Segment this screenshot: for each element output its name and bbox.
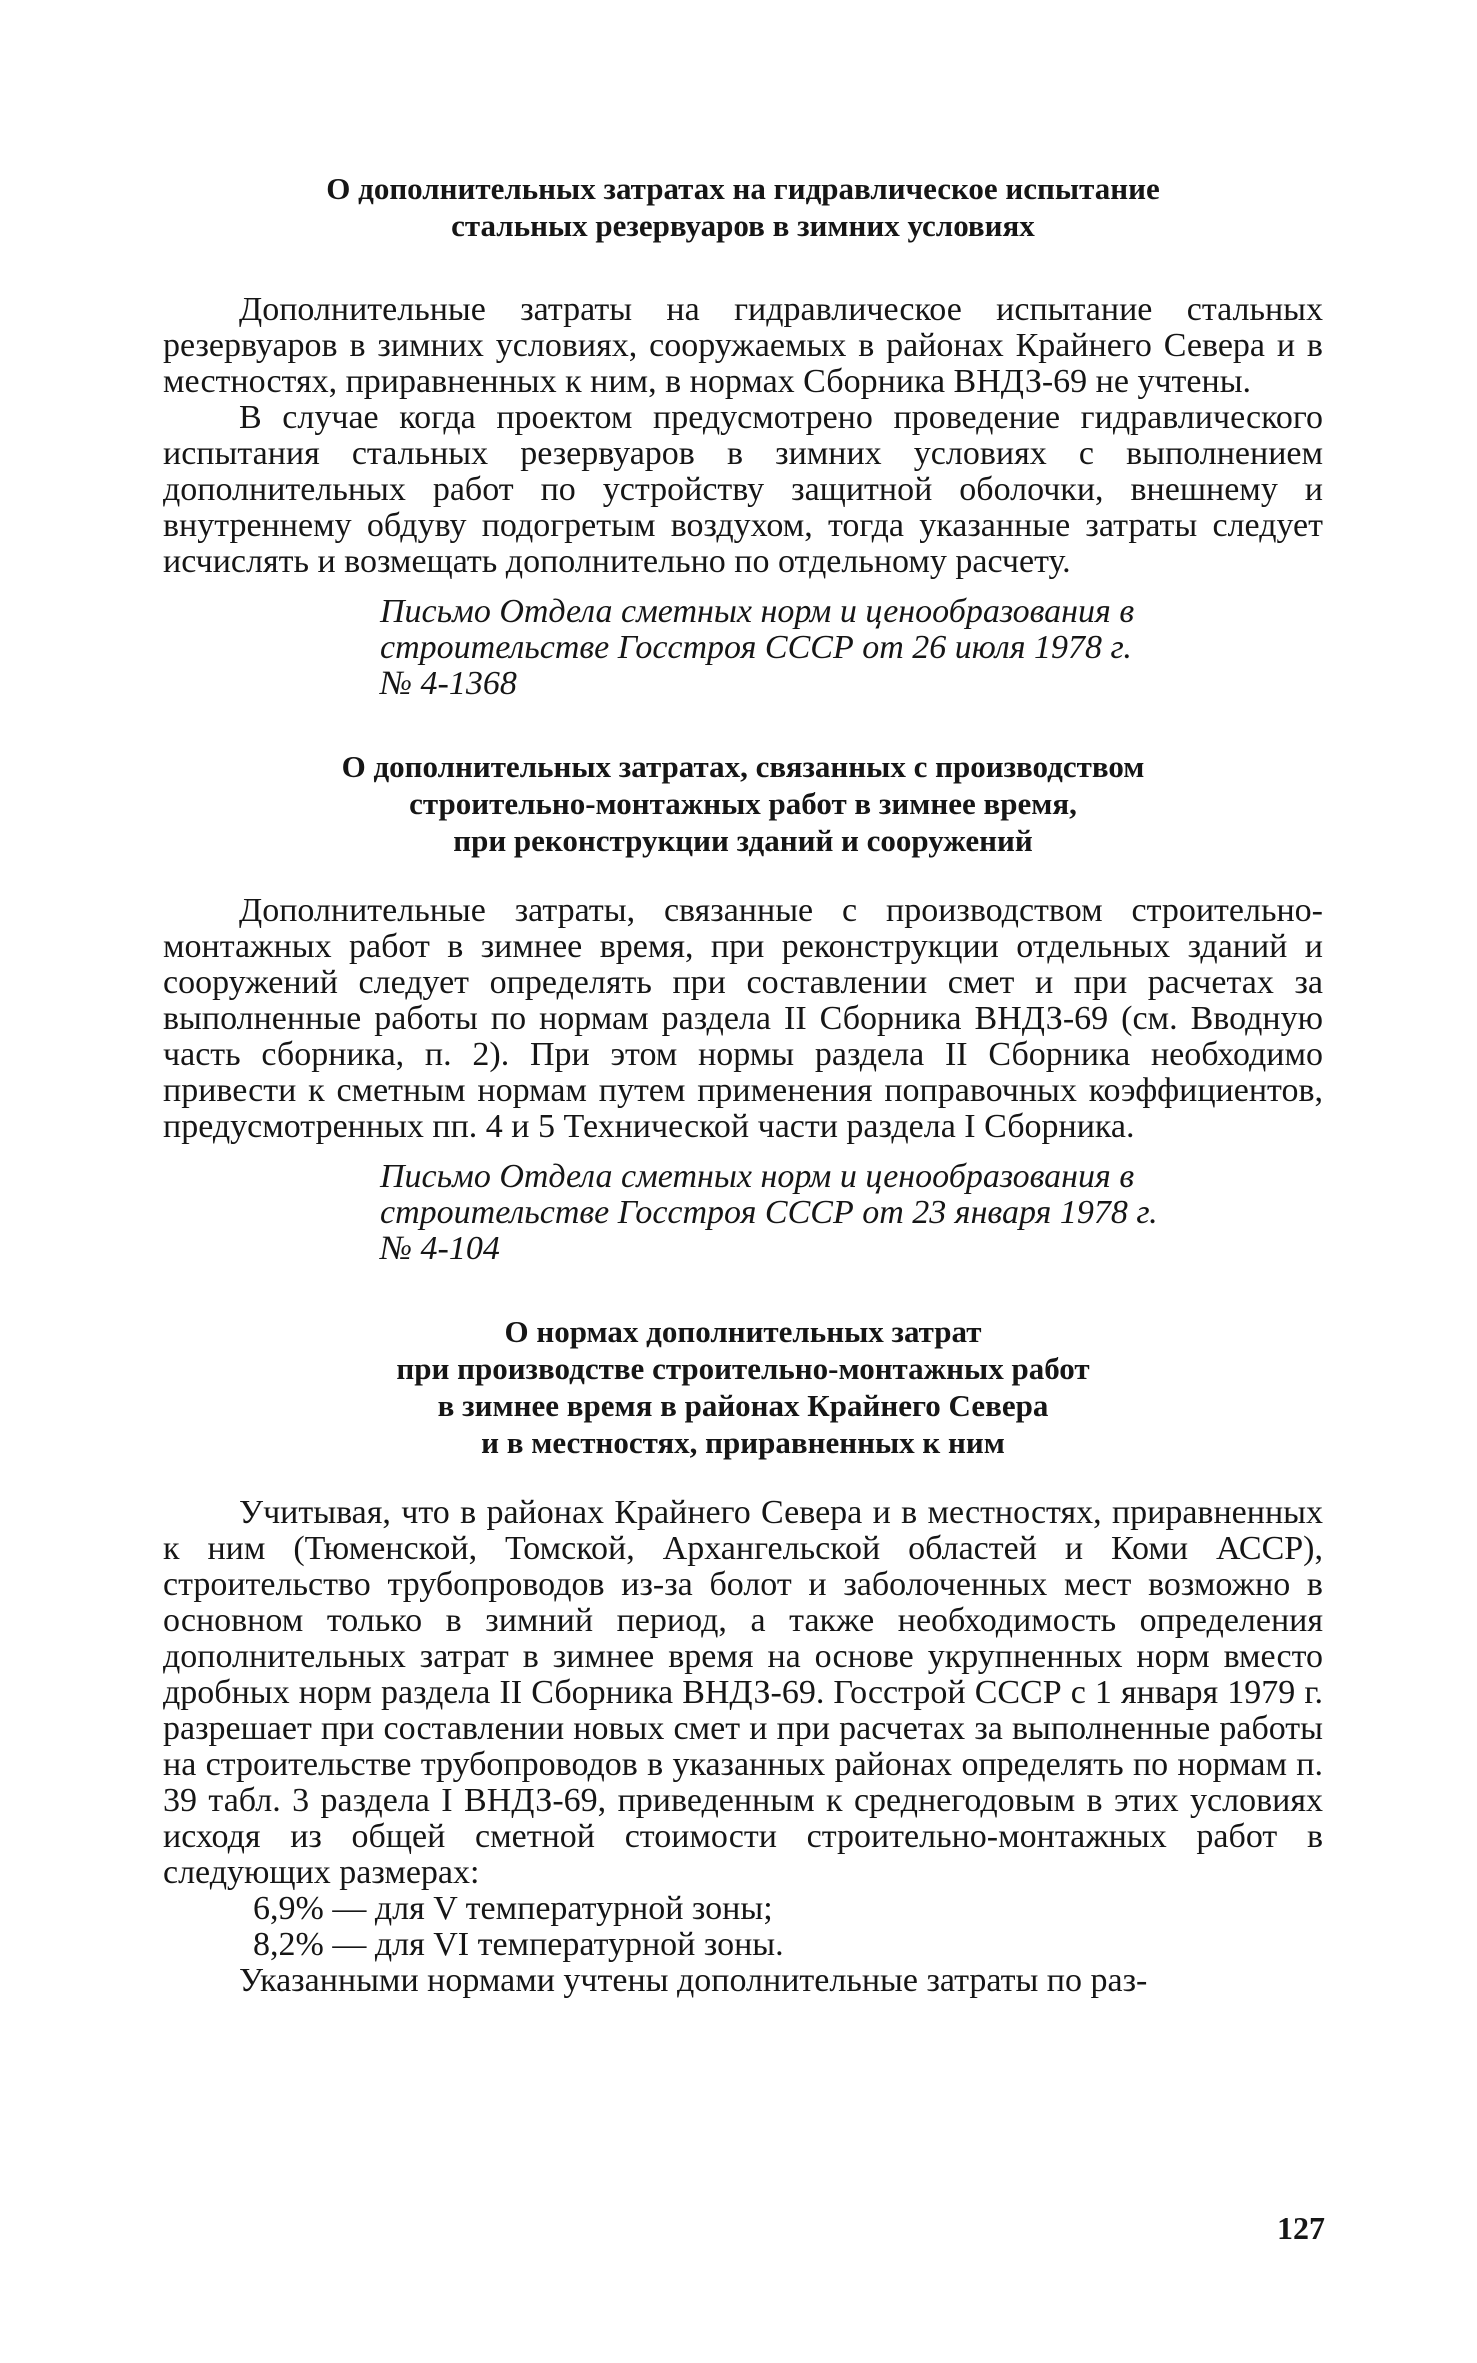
reference-line: № 4-104 xyxy=(380,1230,500,1267)
heading-line: О нормах дополнительных затрат xyxy=(504,1314,982,1349)
reference-line: Письмо Отдела сметных норм и ценообразования в xyxy=(380,1158,1135,1195)
page-number: 127 xyxy=(1277,2210,1325,2246)
section-2-heading xyxy=(163,748,1323,859)
heading-line: и в местностях, приравненных к ним xyxy=(481,1425,1005,1460)
section-2-paragraph-1: Дополнительные затраты, связанные с производством строительно-монтажных работ в зимнее время, при реконструкции отдельных зданий и сооружений следует определять при составлении смет и при расчетах за выполненные работы по нормам раздела II Сборника ВНДЗ-69 (см. Вводную часть сборника, п. 2). При этом нормы раздела II Сборника необходимо привести к сметным нормам путем применения поправочных коэффициентов, предусмотренных пп. 4 и 5 Технической части раздела I Сборника. xyxy=(163,892,1323,1145)
section-3-heading xyxy=(163,1313,1323,1461)
section-1-heading xyxy=(163,170,1323,244)
reference-line: строительстве Госстроя СССР от 23 января 1978 г. xyxy=(380,1194,1158,1231)
heading-line: в зимнее время в районах Крайнего Севера xyxy=(437,1388,1049,1423)
heading-line: стальных резервуаров в зимних условиях xyxy=(451,208,1035,243)
section-1-paragraph-1: Дополнительные затраты на гидравлическое испытание стальных резервуаров в зимних условиях, сооружаемых в районах Крайнего Севера и в местностях, приравненных к ним, в нормах Сборника ВНДЗ-69 не учтены. xyxy=(163,291,1323,400)
reference-line: строительстве Госстроя СССР от 26 июля 1978 г. xyxy=(380,629,1132,666)
heading-line: О дополнительных затратах, связанных с производством xyxy=(341,749,1145,784)
section-3-closing: Указанными нормами учтены дополнительные затраты по раз- xyxy=(239,1962,1148,1999)
section-3-paragraph-1: Учитывая, что в районах Крайнего Севера и в местностях, приравненных к ним (Тюменской, Томской, Архангельской областей и Коми АССР), строительство трубопроводов из-за болот и заболоченных мест возможно в основном только в зимний период, а также необходимость определения дополнительных затрат в зимнее время на основе укрупненных норм вместо дробных норм раздела II Сборника ВНДЗ-69. Госстрой СССР с 1 января 1979 г. разрешает при составлении новых смет и при расчетах за выполненные работы на строительстве трубопроводов в указанных районах определять по нормам п. 39 табл. 3 раздела I ВНДЗ-69, приведенным к среднегодовым в этих условиях исходя из общей сметной стоимости строительно-монтажных работ в следующих размерах: xyxy=(163,1494,1323,1891)
section-1-reference xyxy=(380,594,1323,702)
heading-line: О дополнительных затратах на гидравлическое испытание xyxy=(326,171,1160,206)
section-1-paragraph-2: В случае когда проектом предусмотрено проведение гидравлического испытания стальных резервуаров в зимних условиях с выполнением дополнительных работ по устройству защитной оболочки, внешнему и внутреннему обдуву подогретым воздухом, тогда указанные затраты следует исчислять и возмещать дополнительно по отдельному расчету. xyxy=(163,399,1323,580)
section-2-reference xyxy=(380,1159,1323,1267)
zone-rate-vi: 8,2% — для VI температурной зоны. xyxy=(253,1926,784,1963)
reference-line: Письмо Отдела сметных норм и ценообразования в xyxy=(380,593,1135,630)
document-page xyxy=(163,170,1323,1999)
zone-rate-v: 6,9% — для V температурной зоны; xyxy=(253,1890,773,1927)
heading-line: строительно-монтажных работ в зимнее время, xyxy=(409,786,1077,821)
reference-line: № 4-1368 xyxy=(380,665,517,702)
heading-line: при производстве строительно-монтажных работ xyxy=(396,1351,1090,1386)
heading-line: при реконструкции зданий и сооружений xyxy=(453,823,1033,858)
